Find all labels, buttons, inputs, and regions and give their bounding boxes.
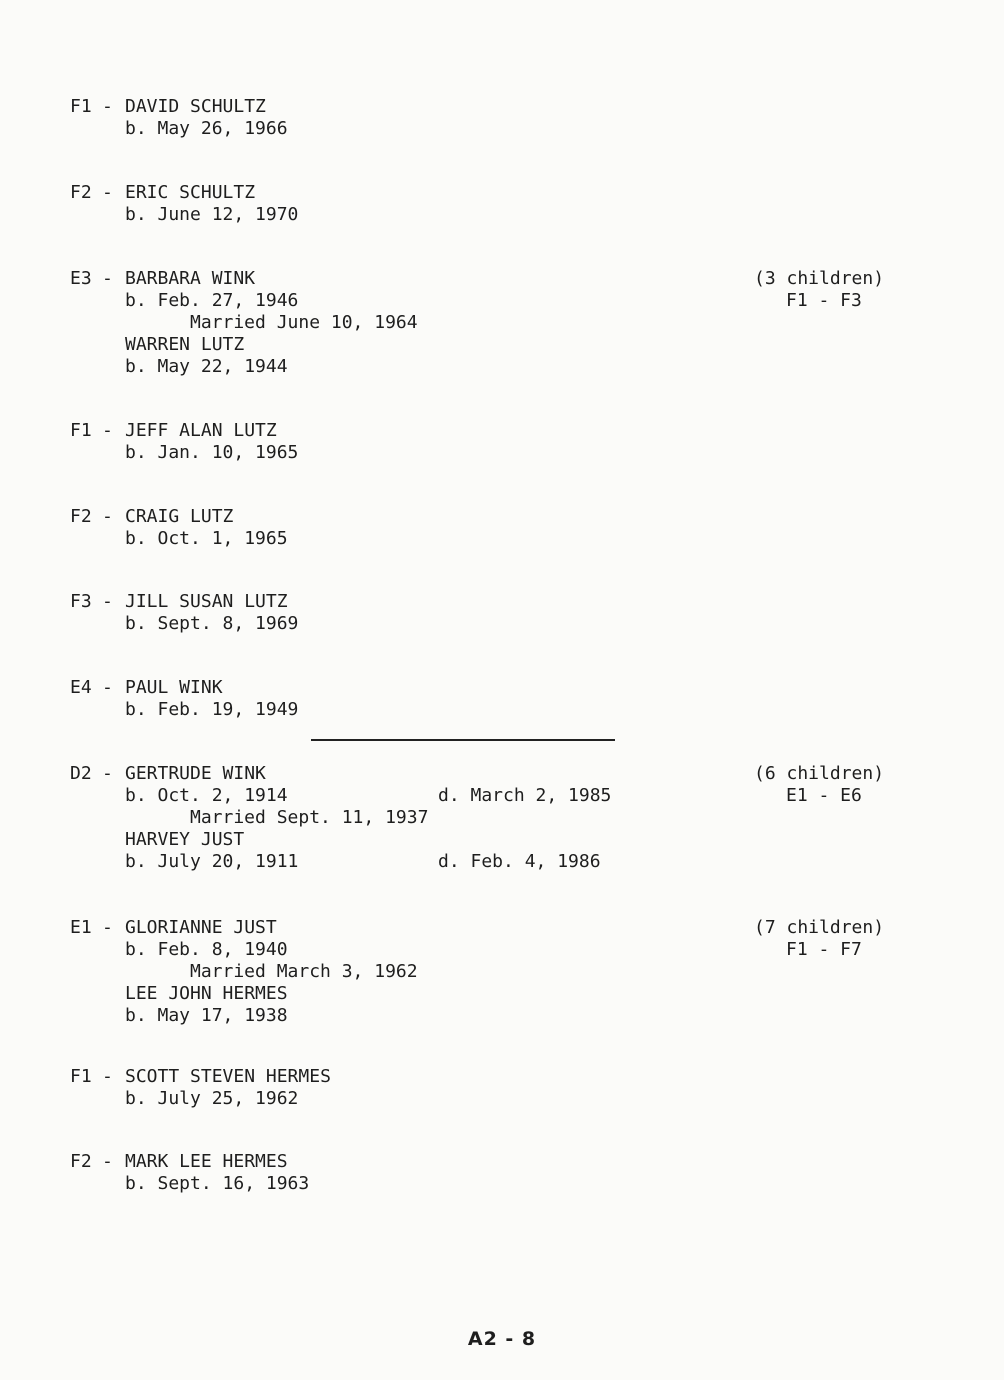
person-name: ERIC SCHULTZ: [125, 182, 256, 203]
children-range: F1 - F3: [786, 290, 862, 311]
birth-date: b. Feb. 8, 1940: [125, 939, 288, 960]
birth-date: b. Oct. 1, 1965: [125, 528, 288, 549]
person-name: GLORIANNE JUST: [125, 917, 277, 938]
separator-dash: -: [102, 591, 113, 612]
separator-dash: -: [102, 96, 113, 117]
generation-code: D2: [70, 763, 92, 784]
children-range: E1 - E6: [786, 785, 862, 806]
separator-dash: -: [102, 182, 113, 203]
birth-date: b. Feb. 19, 1949: [125, 699, 299, 720]
birth-date: b. July 25, 1962: [125, 1088, 299, 1109]
children-count: (6 children): [754, 763, 885, 784]
generation-code: E3: [70, 268, 92, 289]
birth-date: b. Sept. 16, 1963: [125, 1173, 310, 1194]
page-number: A2 - 8: [467, 1328, 537, 1350]
person-name: GERTRUDE WINK: [125, 763, 266, 784]
separator-dash: -: [102, 420, 113, 441]
spouse-name: HARVEY JUST: [125, 829, 245, 850]
separator-dash: -: [102, 677, 113, 698]
birth-date: b. Feb. 27, 1946: [125, 290, 299, 311]
birth-date: b. June 12, 1970: [125, 204, 299, 225]
marriage-date: Married Sept. 11, 1937: [190, 807, 429, 828]
person-name: MARK LEE HERMES: [125, 1151, 288, 1172]
generation-code: F2: [70, 182, 92, 203]
marriage-date: Married June 10, 1964: [190, 312, 418, 333]
separator-dash: -: [102, 1151, 113, 1172]
spouse-birth-date: b. July 20, 1911: [125, 851, 299, 872]
birth-date: b. May 26, 1966: [125, 118, 288, 139]
person-name: SCOTT STEVEN HERMES: [125, 1066, 331, 1087]
spouse-birth-date: b. May 17, 1938: [125, 1005, 288, 1026]
person-name: JILL SUSAN LUTZ: [125, 591, 288, 612]
death-date: d. March 2, 1985: [438, 785, 612, 806]
birth-date: b. Oct. 2, 1914: [125, 785, 288, 806]
children-count: (3 children): [754, 268, 885, 289]
person-name: PAUL WINK: [125, 677, 223, 698]
spouse-birth-date: b. May 22, 1944: [125, 356, 288, 377]
children-count: (7 children): [754, 917, 885, 938]
separator-dash: -: [102, 268, 113, 289]
person-name: DAVID SCHULTZ: [125, 96, 266, 117]
generation-code: E4: [70, 677, 92, 698]
spouse-name: WARREN LUTZ: [125, 334, 245, 355]
separator-dash: -: [102, 763, 113, 784]
separator-dash: -: [102, 506, 113, 527]
separator-dash: -: [102, 1066, 113, 1087]
generation-code: E1: [70, 917, 92, 938]
generation-code: F1: [70, 1066, 92, 1087]
marriage-date: Married March 3, 1962: [190, 961, 418, 982]
children-range: F1 - F7: [786, 939, 862, 960]
person-name: JEFF ALAN LUTZ: [125, 420, 277, 441]
birth-date: b. Sept. 8, 1969: [125, 613, 299, 634]
generation-code: F3: [70, 591, 92, 612]
generation-code: F2: [70, 506, 92, 527]
section-divider: [311, 739, 615, 741]
person-name: CRAIG LUTZ: [125, 506, 234, 527]
generation-code: F1: [70, 96, 92, 117]
generation-code: F1: [70, 420, 92, 441]
person-name: BARBARA WINK: [125, 268, 256, 289]
spouse-death-date: d. Feb. 4, 1986: [438, 851, 601, 872]
birth-date: b. Jan. 10, 1965: [125, 442, 299, 463]
generation-code: F2: [70, 1151, 92, 1172]
separator-dash: -: [102, 917, 113, 938]
spouse-name: LEE JOHN HERMES: [125, 983, 288, 1004]
